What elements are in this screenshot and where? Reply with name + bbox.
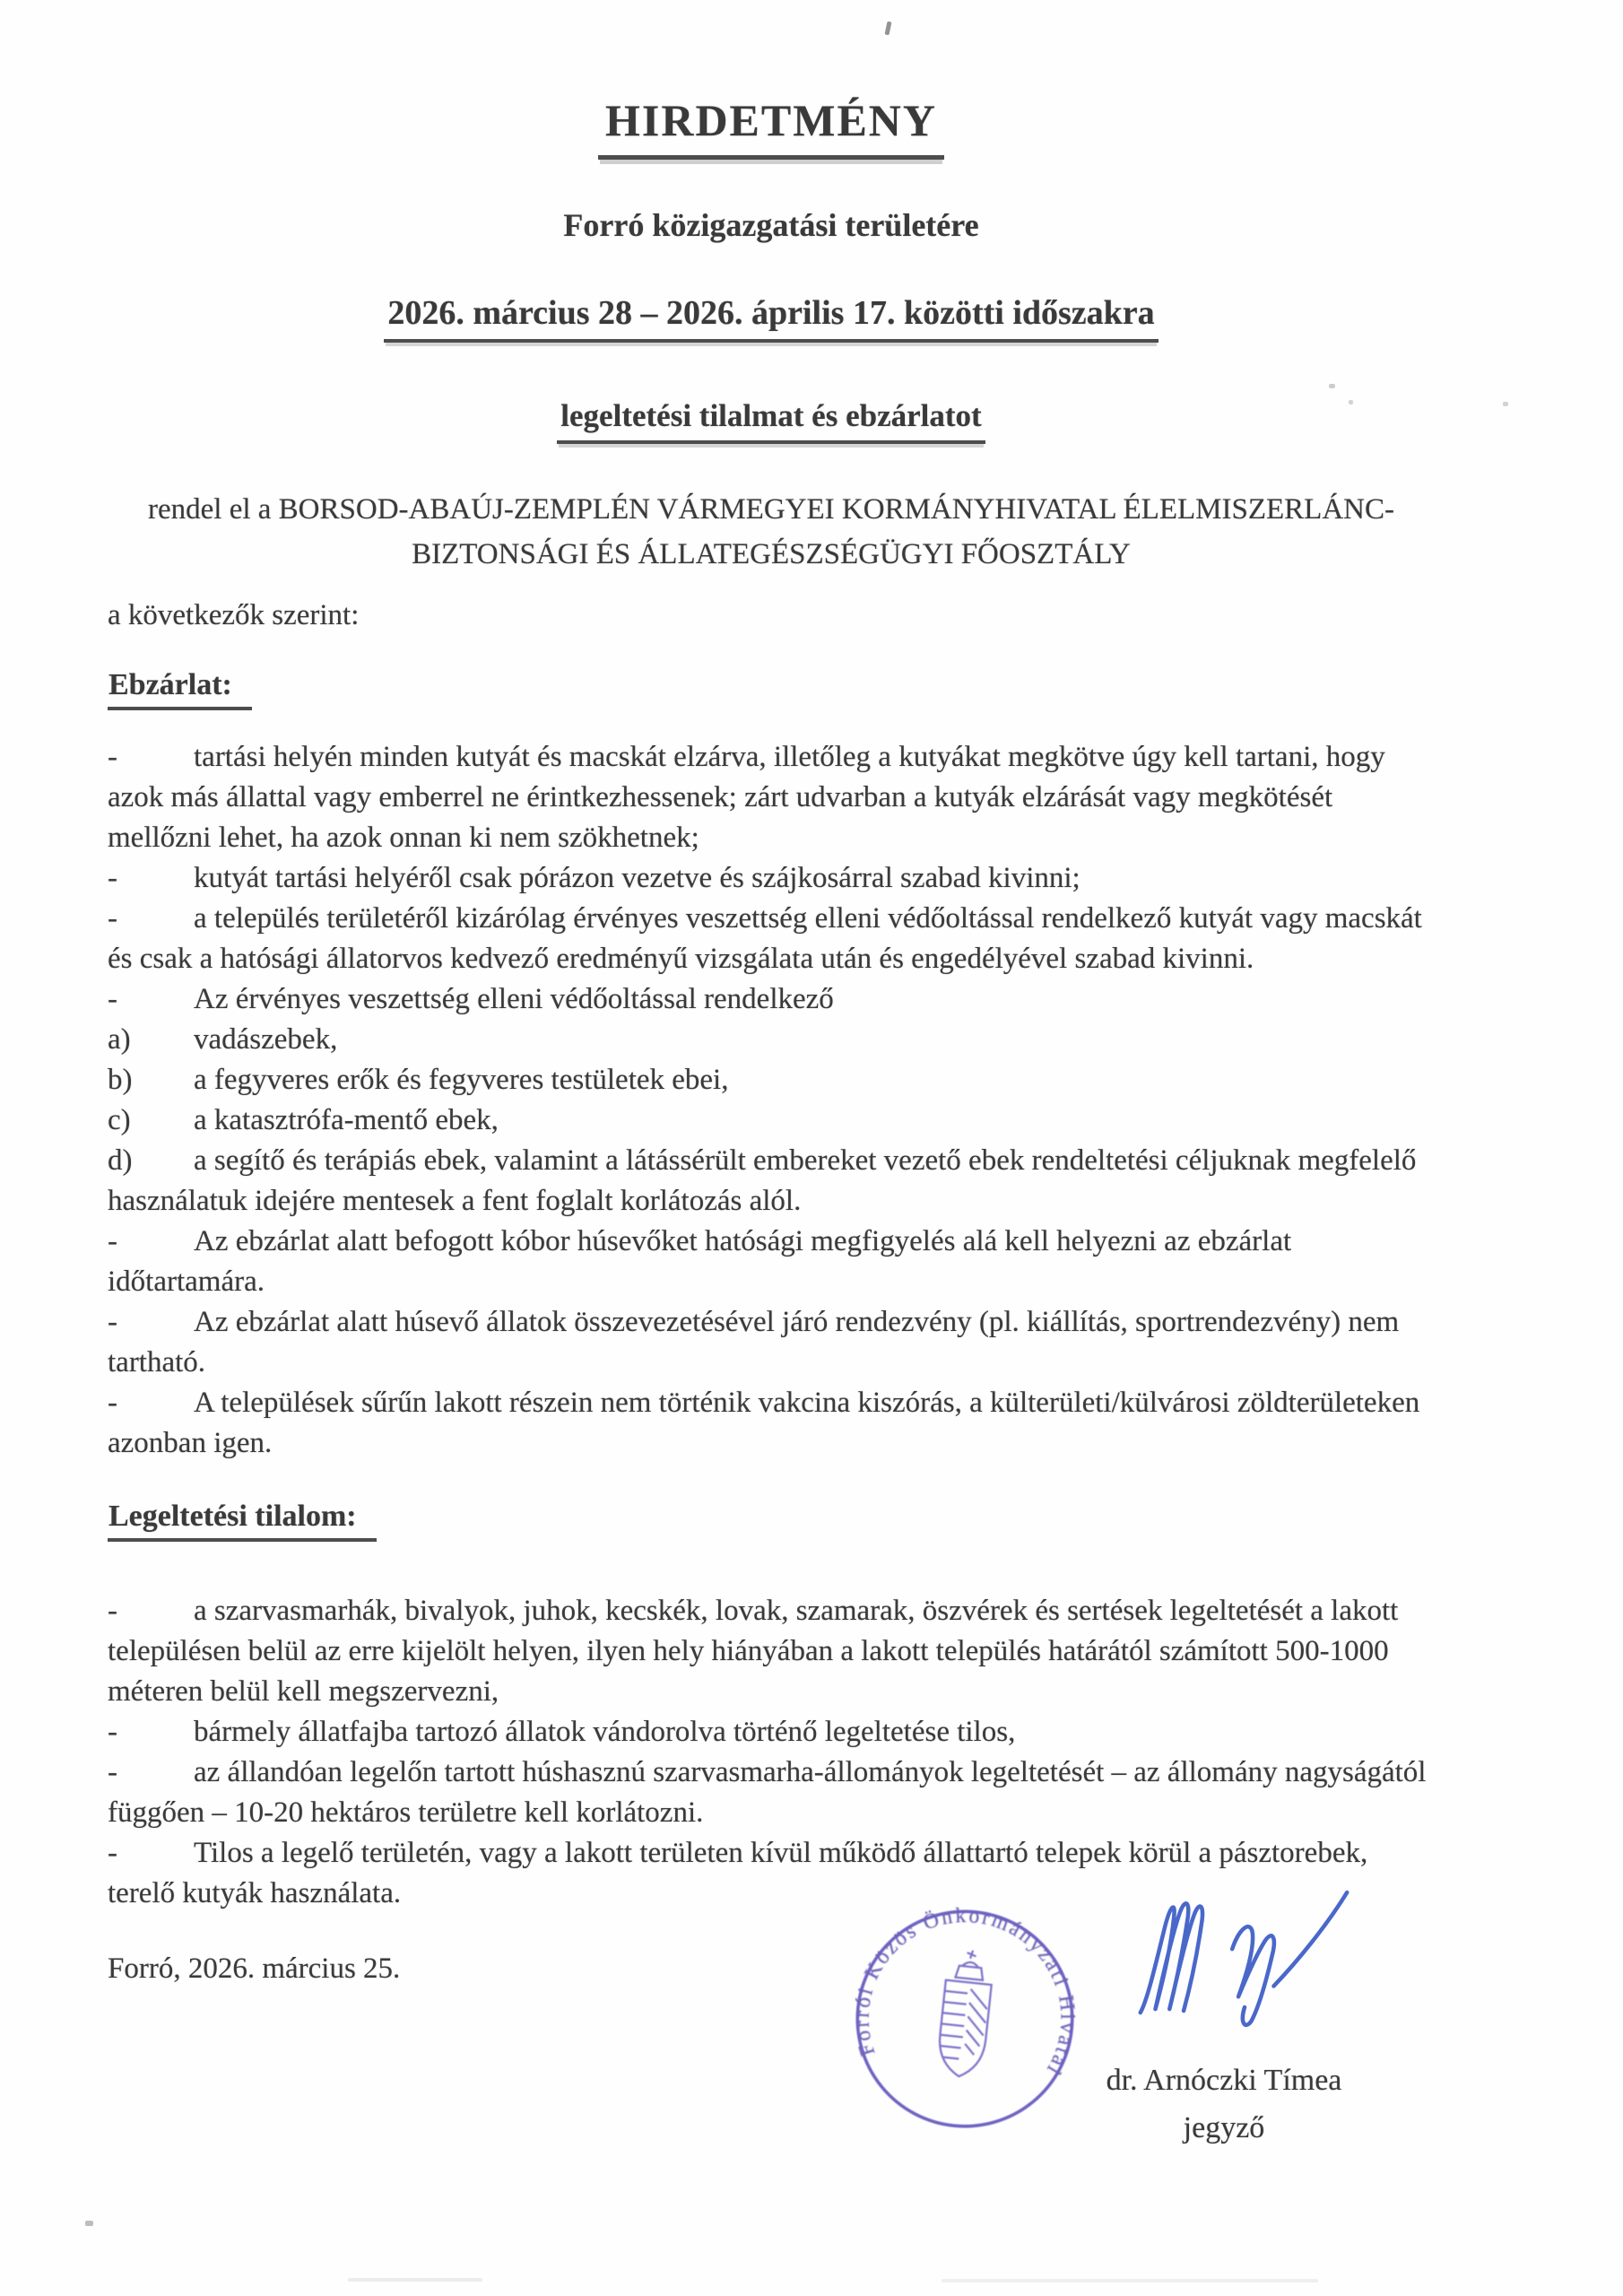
list-item	[108, 1383, 1435, 1464]
list-marker: a)	[108, 1023, 131, 1056]
scan-artifact	[348, 2278, 482, 2282]
signature-ink-icon	[1128, 1877, 1358, 2031]
list-item	[108, 737, 1435, 858]
list-item-text: kutyát tartási helyéről csak pórázon vezetve és szájkosárral szabad kivinni;	[194, 862, 1081, 894]
list-item-text: A települések sűrűn lakott részein nem történik vakcina kiszórás, a külterületi/külvárosi zöldterületeken azonban igen.	[108, 1387, 1420, 1459]
list-marker: -	[108, 1837, 117, 1869]
list-marker: c)	[108, 1104, 131, 1136]
handwritten-signature	[1128, 1877, 1358, 2031]
list-marker: -	[108, 862, 117, 894]
stamp-text: Forrói Közös Önkormányzati Hivatal	[850, 1903, 1080, 2081]
list-marker: -	[108, 983, 117, 1015]
list-item-text: Tilos a legelő területén, vagy a lakott területen kívül működő állattartó telepek körül a pásztorebek, terelő kutyák használata.	[108, 1837, 1368, 1909]
list-marker: -	[108, 1595, 117, 1627]
list-item-text: Az érvényes veszettség elleni védőoltással rendelkező	[194, 983, 834, 1015]
list-item-text: Az ebzárlat alatt húsevő állatok összevezetésével járó rendezvény (pl. kiállítás, sportrendezvény) nem tartható.	[108, 1306, 1400, 1378]
list-marker: -	[108, 1387, 117, 1419]
list-item-text: a település területéről kizárólag érvényes veszettség elleni védőoltással rendelkező kutyát vagy macskát és csak a hatósági állatorvos kedvező eredményű vizsgálata után és engedélyével szabad kivinni.	[108, 902, 1422, 975]
list-marker: -	[108, 1225, 117, 1257]
section-heading-ebzarlat: Ebzárlat:	[108, 668, 1435, 710]
list-item	[108, 1752, 1435, 1833]
scan-artifact	[85, 2221, 93, 2226]
list-marker: -	[108, 741, 117, 773]
scan-artifact	[942, 2279, 1318, 2283]
ebzarlat-list	[108, 737, 1435, 1464]
list-item	[108, 858, 1435, 899]
list-marker: b)	[108, 1064, 133, 1096]
list-item-text: tartási helyén minden kutyát és macskát elzárva, illetőleg a kutyákat megkötve úgy kell tartani, hogy azok más állattal vagy emberrel ne érintkezhessenek; zárt udvarban a kutyák elzárását vagy megkötését mellőzni lehet, ha azok onnan ki nem szökhetnek;	[108, 741, 1385, 854]
list-marker: -	[108, 1306, 117, 1338]
svg-text:Forrói Közös Önkormányzati Hiv	[846, 1892, 1090, 2082]
list-item	[108, 1222, 1435, 1302]
scan-artifact	[1349, 400, 1353, 404]
list-item	[108, 1060, 1435, 1100]
list-item-text: a szarvasmarhák, bivalyok, juhok, kecskék, lovak, szamarak, öszvérek és sertések legeltetését a lakott településen belül az erre kijelölt helyen, ilyen hely hiányában a lakott település határától számított 500-1000 méteren belül kell megszervezni,	[108, 1595, 1399, 1708]
list-item	[108, 1020, 1435, 1060]
list-item	[108, 1100, 1435, 1141]
list-marker: d)	[108, 1144, 133, 1177]
section-heading-legeltetesi-tilalom: Legeltetési tilalom:	[108, 1500, 1435, 1542]
issuer-paragraph: rendel el a BORSOD-ABAÚJ-ZEMPLÉN VÁRMEGYEI KORMÁNYHIVATAL ÉLELMISZERLÁNC-BIZTONSÁGI ÉS ÁLLATEGÉSZSÉGÜGYI FŐOSZTÁLY	[148, 493, 1394, 570]
list-item-text: Az ebzárlat alatt befogott kóbor húsevőket hatósági megfigyelés alá kell helyezni az ebzárlat időtartamára.	[108, 1225, 1292, 1298]
scan-artifact	[1503, 402, 1508, 406]
list-item	[108, 899, 1435, 979]
subject-heading	[108, 398, 1435, 444]
period-heading	[108, 293, 1435, 343]
signer-title: jegyző	[1183, 2111, 1265, 2144]
subtitle: Forró közigazgatási területére	[563, 207, 979, 243]
list-marker: -	[108, 1716, 117, 1748]
list-item	[108, 1141, 1435, 1222]
list-item-text: vadászebek,	[194, 1023, 338, 1056]
signature-block	[108, 1897, 1515, 2292]
period-text: 2026. március 28 – 2026. április 17. közötti időszakra	[384, 293, 1158, 343]
legeltetesi-list	[108, 1591, 1435, 1914]
list-item-text: a segítő és terápiás ebek, valamint a látássérült embereket vezető ebek rendeltetési céljuknak megfelelő használatuk idejére mentesek a fent foglalt korlátozás alól.	[108, 1144, 1417, 1217]
place-date-line: Forró, 2026. március 25.	[108, 1952, 401, 1985]
list-item-text: az állandóan legelőn tartott húshasznú szarvasmarha-állományok legeltetését – az állomány nagyságától függően – 10-20 hektáros területre kell korlátozni.	[108, 1756, 1427, 1829]
list-item-text: a fegyveres erők és fegyveres testületek ebei,	[194, 1064, 729, 1096]
page-title	[108, 94, 1435, 160]
subject-text: legeltetési tilalmat és ebzárlatot	[557, 398, 985, 444]
list-item	[108, 1712, 1435, 1752]
coat-of-arms-icon	[936, 1948, 995, 2079]
page-title-text: HIRDETMÉNY	[598, 94, 944, 160]
list-marker: -	[108, 1756, 117, 1788]
list-item-text: a katasztrófa-mentő ebek,	[194, 1104, 499, 1136]
list-item	[108, 1591, 1435, 1712]
scan-artifact	[1329, 384, 1335, 388]
signer-identity	[1013, 2057, 1435, 2152]
list-item	[108, 1302, 1435, 1383]
list-item	[108, 979, 1435, 1020]
list-item-text: bármely állatfajba tartozó állatok vándorolva történő legeltetése tilos,	[194, 1716, 1016, 1748]
signer-name: dr. Arnóczki Tímea	[1106, 2064, 1342, 2097]
list-marker: -	[108, 902, 117, 935]
intro-line: a következők szerint:	[108, 599, 360, 631]
